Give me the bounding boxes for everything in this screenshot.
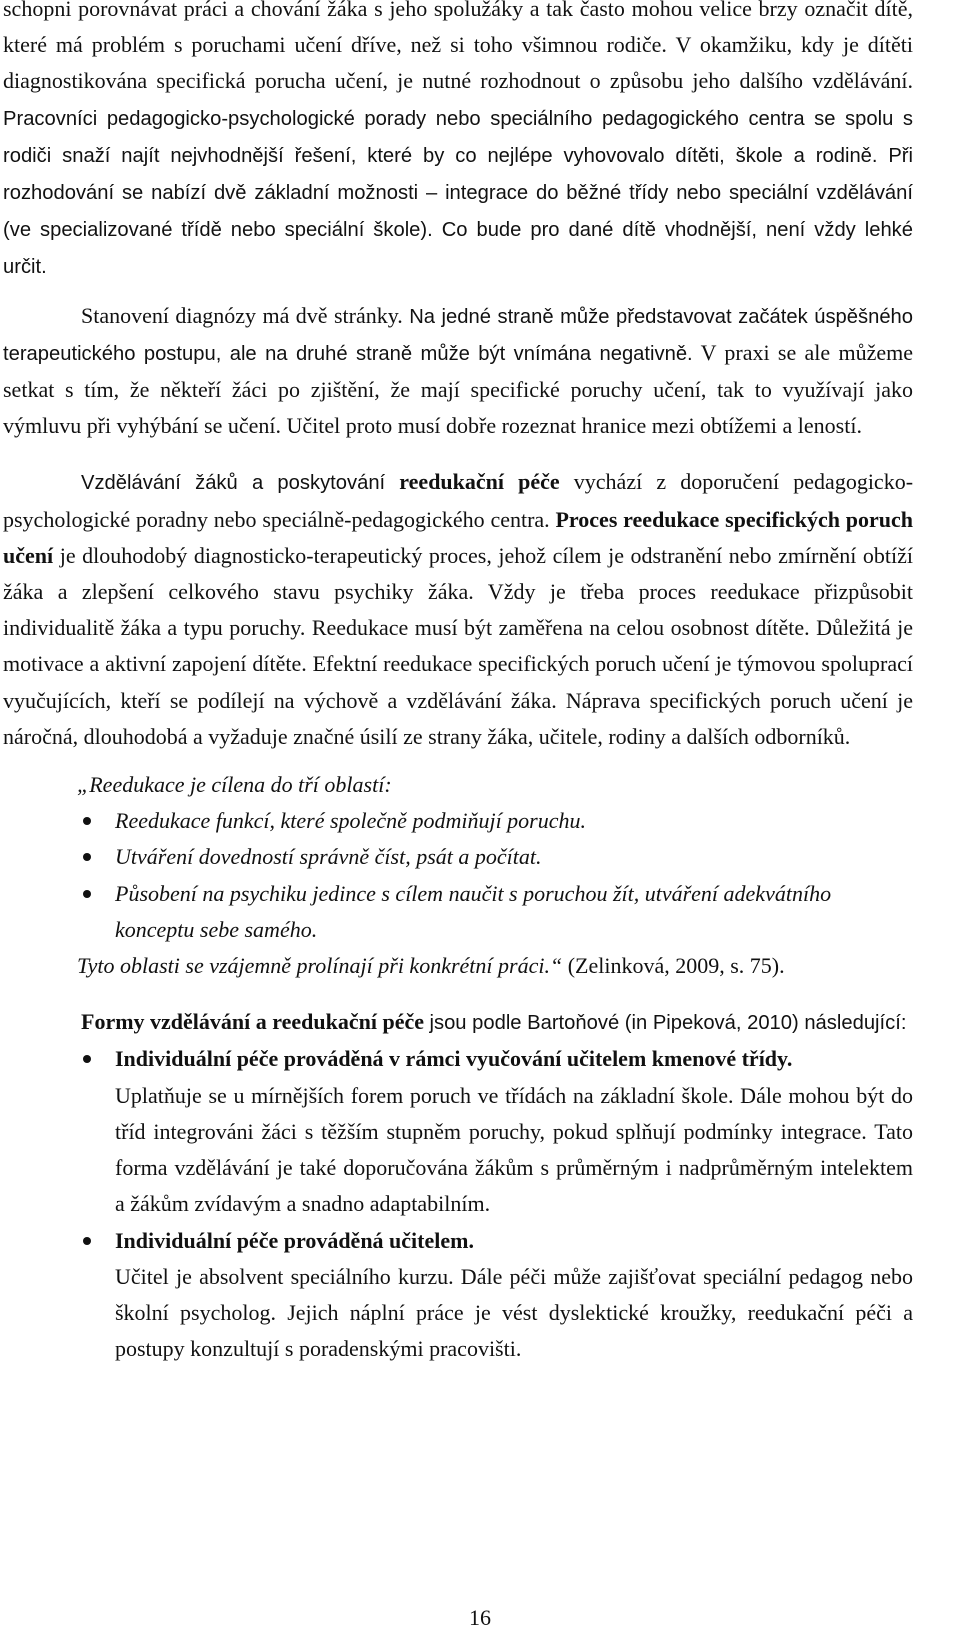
list-item-text: Působení na psychiku jedince s cílem naučit s poruchou žít, utváření adekvátního konceptu sebe samého. (115, 880, 832, 942)
list-item (3, 1041, 913, 1222)
paragraph-text: schopni porovnávat práci a chování žáka s jeho spolužáky a tak často mohou velice brzy označit dítě, které má problém s poruchami učení dříve, než si toho všimnou rodiče. V okamžiku, kdy je dítěti diagnostikována specifická porucha učení, je nutné rozhodnout o způsobu jeho dalšího vzdělávání. (3, 0, 913, 94)
quote-list (3, 803, 913, 948)
form-item-body: Uplatňuje se u mírnějších forem poruch ve třídách na základní škole. Dále mohou být do tříd integrováni žáci s těžším stupněm poruchy, pokud splňují podmínky integrace. Tato forma vzdělávání je také doporučována žákům s průměrným i nadprůměrným intelektem a žákům zvídavým a snadno adaptabilním. (115, 1082, 913, 1217)
forms-list (3, 1041, 913, 1367)
paragraph-text-sans: Vzdělávání žáků a poskytování (81, 472, 386, 495)
quote-intro: „Reedukace je cílena do tří oblastí: (77, 772, 392, 798)
quote-closing (3, 948, 913, 984)
citation: (Zelinková, 2009, s. 75). (567, 953, 785, 979)
bullet-icon (83, 1055, 91, 1063)
paragraph-forms-intro (3, 1004, 913, 1041)
bold-term: reedukační péče (399, 469, 560, 495)
form-item-body: Učitel je absolvent speciálního kurzu. Dále péči může zajišťovat speciální pedagog nebo školní psycholog. Jejich náplní práce je vést dyslektické kroužky, reedukační péči a postupy konzultují s poradenskými pracovišti. (115, 1263, 913, 1362)
quote-closing-text: Tyto oblasti se vzájemně prolínají při konkrétní práci.“ (77, 953, 563, 979)
paragraph-text-sans: Při rozhodování se nabízí dvě základní možnosti – integrace do běžné třídy nebo speciální vzdělávání (ve specializované třídě nebo speciální škole). Co bude pro dané dítě vhodnější, není vždy lehké určit. (3, 144, 914, 279)
list-item (3, 876, 913, 948)
list-item-text: Reedukace funkcí, které společně podmiňují poruchu. (115, 808, 587, 834)
paragraph-text: je dlouhodobý diagnosticko-terapeutický proces, jehož cílem je odstranění nebo zmírnění obtíží žáka a zlepšení celkového stavu psychiky žáka. Vždy je třeba proces reedukace přizpůsobit individualitě žáka a typu poruchy. Reedukace musí být zaměřena na celou osobnost dítěte. Důležitá je motivace a aktivní zapojení dítěte. Efektní reedukace specifických poruch učení je týmovou spoluprací vyučujících, kteří se podílejí na výchově a vzdělávání žáka. Náprava specifických poruch učení je náročná, dlouhodobá a vyžaduje značné úsilí ze strany žáka, učitele, rodiny a dalších odborníků. (3, 542, 914, 749)
bullet-icon (83, 853, 91, 861)
paragraph-text-sans: jsou podle Bartoňové (in Pipeková, 2010) následující: (429, 1012, 907, 1035)
form-item-title: Individuální péče prováděná učitelem. (115, 1227, 474, 1253)
paragraph-text: V praxi se ale můžeme setkat s tím, že někteří žáci po zjištění, že mají specifické poruchy učení, tak to využívají jako výmluvu při vyhýbání se učení. Učitel proto musí dobře rozeznat hranice mezi obtížemi a leností. (3, 339, 913, 439)
document-page (3, 0, 913, 1367)
page-number: 16 (469, 1605, 491, 1630)
paragraph-diagnosis-aspects (3, 298, 913, 445)
list-item (3, 803, 913, 839)
bullet-icon (83, 1237, 91, 1245)
bold-term: Proces reedukace specifických poruch učení (3, 506, 914, 568)
paragraph-text: Stanovení diagnózy má dvě stránky. (81, 302, 403, 328)
paragraph-reeducation (3, 464, 913, 755)
paragraph-text-sans: Na jedné straně může představovat začátek úspěšného terapeutického postupu, ale na druhé straně může být vnímána negativně. (3, 305, 914, 365)
paragraph-text-sans: Pracovníci pedagogicko-psychologické porady nebo speciálního pedagogického centra se spolu s rodiči snaží najít nejvhodnější řešení, které by co nejlépe vyhovovalo dítěti, škole a rodině. (3, 107, 913, 167)
list-item (3, 839, 913, 875)
list-item-text: Utváření dovedností správně číst, psát a počítat. (115, 844, 542, 870)
bullet-icon (83, 817, 91, 825)
paragraph-text: vychází z doporučení pedagogicko-psychologické poradny nebo speciálně-pedagogického centra. (3, 469, 914, 532)
bold-term: Formy vzdělávání a reedukační péče (81, 1009, 424, 1035)
paragraph-diagnosis-context (3, 0, 913, 286)
list-item (3, 1223, 913, 1368)
form-item-title: Individuální péče prováděná v rámci vyučování učitelem kmenové třídy. (115, 1046, 793, 1072)
bullet-icon (83, 890, 91, 898)
